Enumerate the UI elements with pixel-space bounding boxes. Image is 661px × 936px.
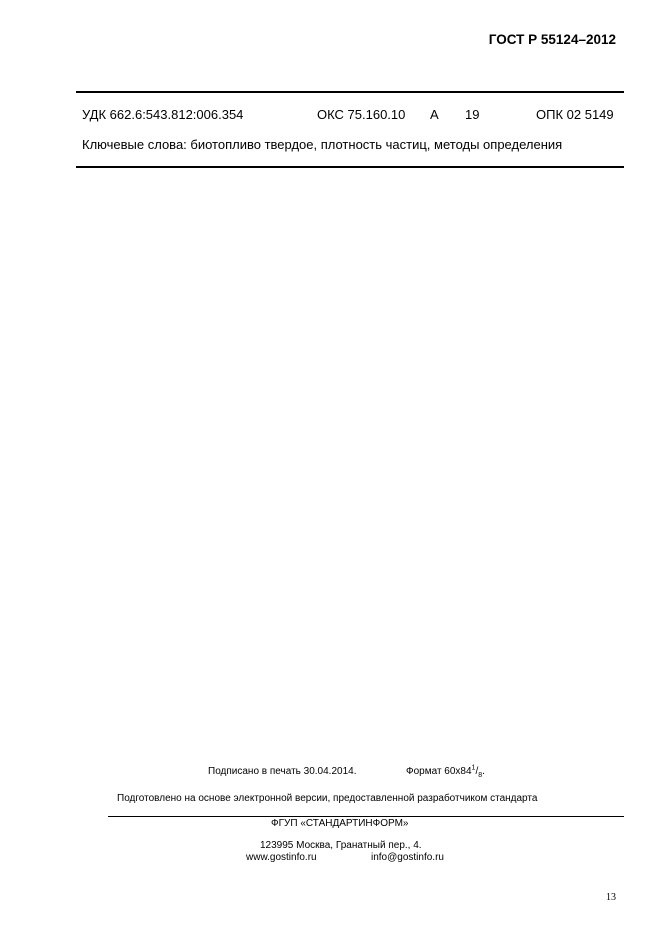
imprint-divider bbox=[108, 816, 624, 817]
udk-code: УДК 662.6:543.812:006.354 bbox=[82, 107, 244, 122]
bottom-divider bbox=[76, 166, 624, 168]
format-suffix: . bbox=[482, 766, 485, 777]
paper-format bbox=[406, 766, 485, 777]
format-slash: / bbox=[475, 766, 479, 777]
publisher-email: info@gostinfo.ru bbox=[371, 852, 444, 863]
top-divider bbox=[76, 91, 624, 93]
publisher-website: www.gostinfo.ru bbox=[246, 852, 317, 863]
opk-code: ОПК 02 5149 bbox=[536, 107, 614, 122]
document-id: ГОСТ Р 55124–2012 bbox=[488, 32, 616, 47]
category-number: 19 bbox=[465, 107, 480, 122]
category-letter: А bbox=[430, 107, 439, 122]
format-denominator: 8 bbox=[478, 772, 483, 779]
oks-code: ОКС 75.160.10 bbox=[317, 107, 406, 122]
format-numerator: 1 bbox=[471, 764, 476, 772]
publisher-address: 123995 Москва, Гранатный пер., 4. bbox=[260, 840, 422, 851]
prepared-note: Подготовлено на основе электронной версии, предоставленной разработчиком стандарта bbox=[117, 793, 538, 804]
signed-for-print: Подписано в печать 30.04.2014. bbox=[208, 766, 357, 777]
format-prefix: Формат 60x84 bbox=[406, 766, 472, 777]
page-number: 13 bbox=[606, 892, 616, 903]
keywords: Ключевые слова: биотопливо твердое, плотность частиц, методы определения bbox=[82, 137, 563, 152]
publisher-name: ФГУП «СТАНДАРТИНФОРМ» bbox=[271, 818, 409, 829]
